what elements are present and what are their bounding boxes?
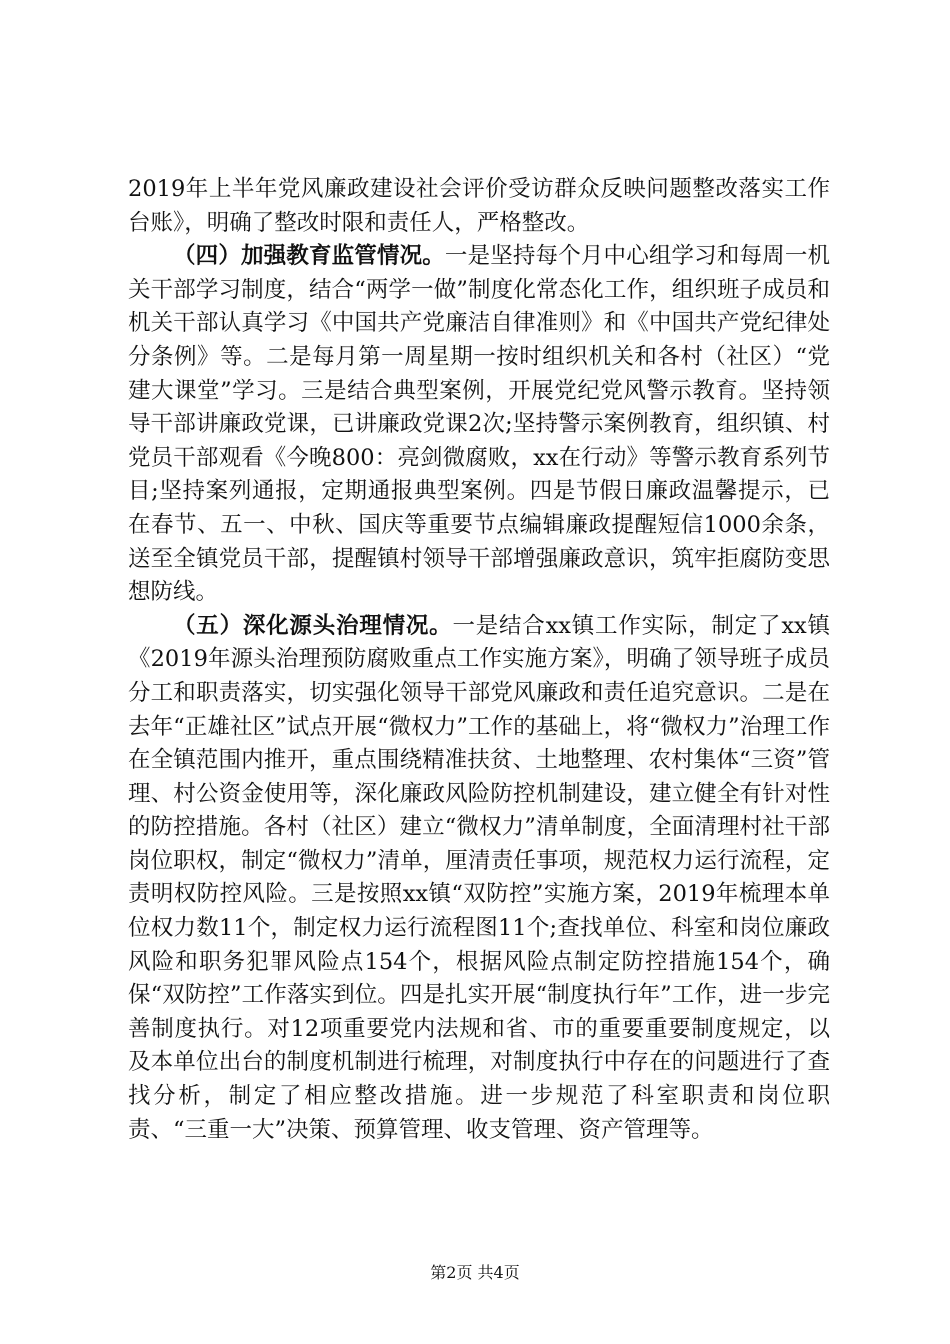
paragraph-source-governance	[128, 610, 830, 1148]
page-number: 第2页 共4页	[430, 1263, 520, 1282]
paragraph-continuation	[128, 173, 830, 240]
paragraph-heading: （五）深化源头治理情况。	[173, 612, 453, 639]
paragraph-text: 一是结合xx镇工作实际，制定了xx镇《2019年源头治理预防腐败重点工作实施方案》，明确了领导班子成员分工和职责落实，切实强化领导干部党风廉政和责任追究意识。二是在去年“正雄社区”试点开展“微权力”工作的基础上，将“微权力”治理工作在全镇范围内推开，重点围绕精准扶贫、土地整理、农村集体“三资”管理、村公资金使用等，深化廉政风险防控机制建设，建立健全有针对性的防控措施。各村（社区）建立“微权力”清单制度，全面清理村社干部岗位职权，制定“微权力”清单，厘清责任事项，规范权力运行流程，定责明权防控风险。三是按照xx镇“双防控”实施方案，2019年梳理本单位权力数11个，制定权力运行流程图11个;查找单位、科室和岗位廉政风险和职务犯罪风险点154个，根据风险点制定防控措施154个，确保“双防控”工作落实到位。四是扎实开展“制度执行年”工作，进一步完善制度执行。对12项重要党内法规和省、市的重要重要制度规定，以及本单位出台的制度机制进行梳理，对制度执行中存在的问题进行了查找分析，制定了相应整改措施。进一步规范了科室职责和岗位职责、“三重一大”决策、预算管理、收支管理、资产管理等。	[128, 612, 830, 1143]
paragraph-text: 一是坚持每个月中心组学习和每周一机关干部学习制度，结合“两学一做”制度化常态化工作，组织班子成员和机关干部认真学习《中国共产党廉洁自律准则》和《中国共产党纪律处分条例》等。二是每月第一周星期一按时组织机关和各村（社区）“党建大课堂”学习。三是结合典型案例，开展党纪党风警示教育。坚持领导干部讲廉政党课，已讲廉政党课2次;坚持警示案例教育，组织镇、村党员干部观看《今晚800：亮剑微腐败，xx在行动》等警示教育系列节目;坚持案列通报，定期通报典型案例。四是节假日廉政温馨提示，已在春节、五一、中秋、国庆等重要节点编辑廉政提醒短信1000余条，送至全镇党员干部，提醒镇村领导干部增强廉政意识，筑牢拒腐防变思想防线。	[128, 243, 830, 606]
document-body	[128, 173, 830, 1147]
page-footer	[0, 1262, 950, 1284]
paragraph-text: 2019年上半年党风廉政建设社会评价受访群众反映问题整改落实工作台账》，明确了整改时限和责任人，严格整改。	[128, 176, 830, 236]
paragraph-heading: （四）加强教育监管情况。	[173, 243, 445, 270]
paragraph-education-supervision	[128, 240, 830, 610]
